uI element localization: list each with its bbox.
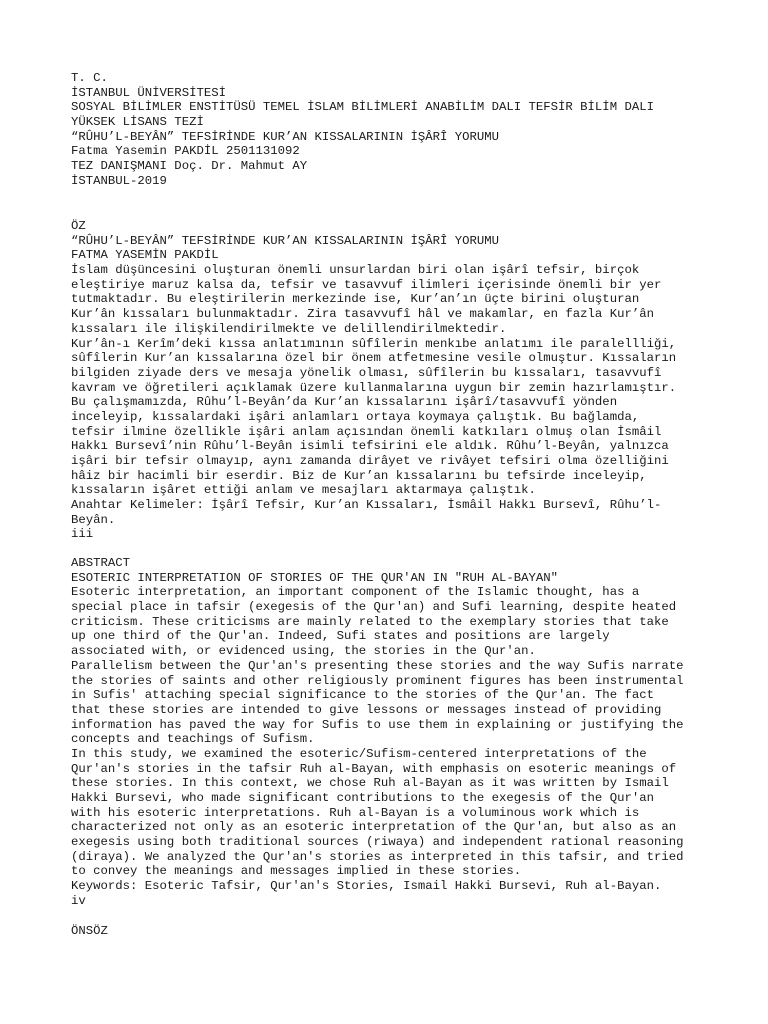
keywords-line: Keywords: Esoteric Tafsir, Qur'an's Stories, Ismail Hakki Bursevi, Ruh al-Bayan.	[71, 879, 662, 894]
title-page-block	[71, 71, 748, 189]
body-line: up one third of the Qur'an. Indeed, Sufi states and positions are largely	[71, 629, 610, 644]
body-line: Kur’ân-ı Kerîm’deki kıssa anlatımının sûfîlerin menkıbe anlatımı ile paralellliği,	[71, 336, 677, 351]
body-line: to convey the meanings and messages implied in these stories.	[71, 864, 522, 879]
body-line: eleştiriye maruz kalsa da, tefsir ve tasavvuf ilimleri içerisinde önemli bir yer	[71, 277, 662, 292]
body-line: sûfîlerin Kur’an kıssalarına özel bir önem atfetmesine vesile olmuştur. Kıssaların	[71, 351, 677, 366]
body-line: these stories. In this context, we chose Ruh al-Bayan as it was written by Ismail	[71, 776, 669, 791]
body-line: İslam düşüncesini oluşturan önemli unsurlardan biri olan işârî tefsir, birçok	[71, 263, 640, 278]
onsoz-section	[71, 924, 748, 939]
body-line: that these stories are intended to give lessons or messages instead of providing	[71, 702, 662, 717]
section-title: ESOTERIC INTERPRETATION OF STORIES OF THE QUR'AN IN "RUH AL-BAYAN"	[71, 570, 559, 585]
body-line: kavram ve öğretileri açıklamak üzere kullanmalarına uygun bir zemin hazırlamıştır.	[71, 380, 677, 395]
body-line: with his esoteric interpretations. Ruh al-Bayan is a voluminous work which is	[71, 805, 640, 820]
oz-section	[71, 219, 748, 542]
body-line: Bu çalışmamızda, Rûhu’l-Beyân’da Kur’an kıssalarını işârî/tasavvufî yönden	[71, 395, 618, 410]
body-line: associated with, or evidenced using, the stories in the Qur'an.	[71, 644, 536, 659]
body-line: Kur’ân kıssaları bulunmaktadır. Zira tasavvufî hâl ve makamlar, en fazla Kur’ân	[71, 307, 654, 322]
section-heading: ABSTRACT	[71, 556, 131, 570]
body-line: inceleyip, kıssalardaki işâri anlamları ortaya koymaya çalıştık. Bu bağlamda,	[71, 409, 640, 424]
body-line: criticism. These criticisms are mainly related to the exemplary stories that take	[71, 614, 669, 629]
page-number: iv	[71, 893, 86, 908]
title-line: “RÛHU’L-BEYÂN” TEFSİRİNDE KUR’AN KISSALARININ İŞÂRÎ YORUMU	[71, 129, 500, 144]
body-line: tutmaktadır. Bu eleştirilerin merkezinde ise, Kur’an’ın üçte birini oluşturan	[71, 292, 640, 307]
body-line: Hakkı Bursevî’nin Rûhu’l-Beyân isimli tefsirini ele aldık. Rûhu’l-Beyân, yalnızca	[71, 439, 669, 454]
body-line: (diraya). We analyzed the Qur'an's stories as interpreted in this tafsir, and tried	[71, 849, 684, 864]
keywords-line: Anahtar Kelimeler: İşârî Tefsir, Kur’an Kıssaları, İsmâil Hakkı Bursevî, Rûhu’l-	[71, 498, 662, 513]
title-line: T. C.	[71, 71, 108, 85]
body-line: kıssaların işâret ettiği anlam ve mesajları aktarmaya çalıştık.	[71, 483, 536, 498]
keywords-line: Beyân.	[71, 512, 116, 527]
body-line: in Sufis' attaching special significance to the stories of the Qur'an. The fact	[71, 688, 654, 703]
body-line: concepts and teachings of Sufism.	[71, 732, 315, 747]
body-line: bilgiden ziyade ders ve mesaja yönelik olması, sûfîlerin bu kıssaları, tasavvufî	[71, 365, 662, 380]
body-line: işâri bir tefsir olmayıp, aynı zamanda dirâyet ve rivâyet tefsiri olma özelliğini	[71, 454, 669, 468]
body-line: exegesis using both traditional sources (riwaya) and independent rational reasoning	[71, 835, 684, 850]
title-line: İSTANBUL-2019	[71, 173, 167, 188]
title-line: Fatma Yasemin PAKDİL 2501131092	[71, 144, 300, 159]
section-heading: ÖNSÖZ	[71, 924, 108, 938]
body-line: Hakki Bursevi, who made significant contributions to the exegesis of the Qur'an	[71, 791, 654, 805]
abstract-section	[71, 556, 748, 909]
body-line: special place in tafsir (exegesis of the Qur'an) and Sufi learning, despite heated	[71, 600, 677, 615]
section-heading: ÖZ	[71, 219, 86, 233]
body-line: In this study, we examined the esoteric/Sufism-centered interpretations of the	[71, 746, 647, 761]
title-line: İSTANBUL ÜNİVERSİTESİ	[71, 85, 226, 100]
author-line: FATMA YASEMİN PAKDİL	[71, 248, 219, 263]
body-line: Esoteric interpretation, an important component of the Islamic thought, has a	[71, 585, 640, 600]
title-line: YÜKSEK LİSANS TEZİ	[71, 115, 204, 130]
title-line: TEZ DANIŞMANI Doç. Dr. Mahmut AY	[71, 159, 308, 174]
body-line: information has paved the way for Sufis to use them in explaining or justifying the	[71, 717, 684, 732]
body-line: tefsir ilmine özellikle işâri anlam açısından önemli katkıları olmuş olan İsmâil	[71, 424, 662, 439]
page-number: iii	[71, 527, 94, 542]
body-line: hâiz bir hacimli bir eserdir. Biz de Kur’an kıssalarını bu tefsirde inceleyip,	[71, 468, 647, 483]
body-line: kıssaları ile ilişkilendirilmekte ve delillendirilmektedir.	[71, 321, 507, 336]
body-line: Qur'an's stories in the tafsir Ruh al-Bayan, with emphasis on esoteric meanings of	[71, 761, 677, 776]
section-title: “RÛHU’L-BEYÂN” TEFSİRİNDE KUR’AN KISSALARININ İŞÂRÎ YORUMU	[71, 233, 500, 248]
body-line: the stories of saints and other religiously prominent figures has been instrumental	[71, 673, 684, 688]
title-line: SOSYAL BİLİMLER ENSTİTÜSÜ TEMEL İSLAM BİLİMLERİ ANABİLİM DALI TEFSİR BİLİM DALI	[71, 100, 654, 115]
body-line: Parallelism between the Qur'an's presenting these stories and the way Sufis narrate	[71, 658, 684, 673]
body-line: characterized not only as an esoteric interpretation of the Qur'an, but also as an	[71, 820, 677, 835]
